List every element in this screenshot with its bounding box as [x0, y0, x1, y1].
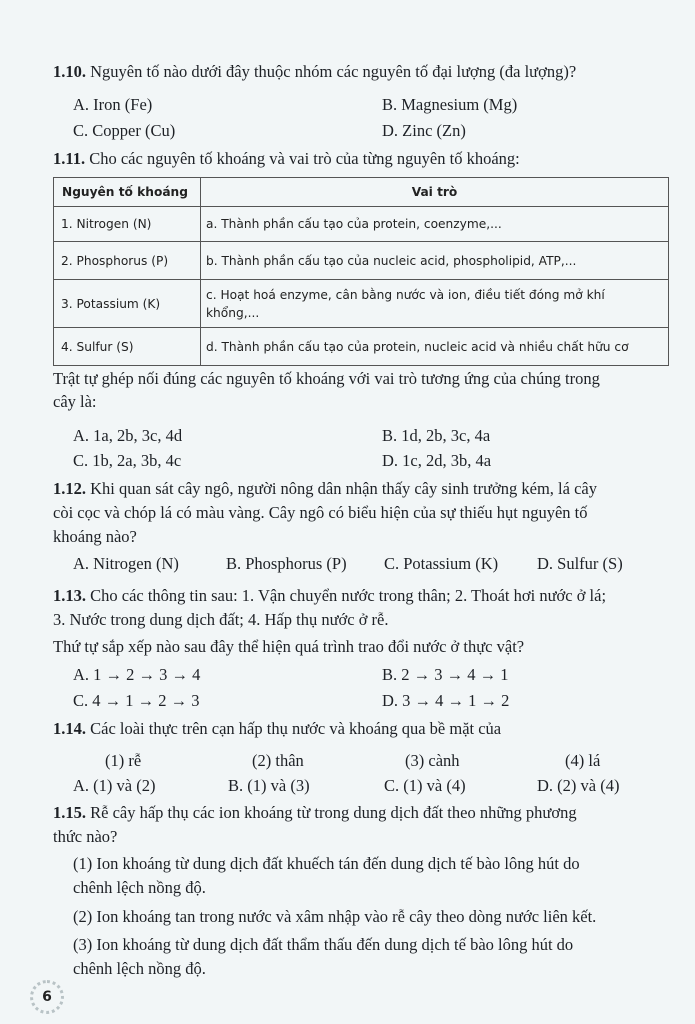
statement-3: (3) Ion khoáng từ dung dịch đất thẩm thấu đến dung dịch tế bào lông hút do: [73, 935, 574, 954]
question-text: Các loài thực trên cạn hấp thụ nước và khoáng qua bề mặt của: [86, 719, 502, 738]
table-header: Vai trò: [201, 178, 669, 207]
question-text: Khi quan sát cây ngô, người nông dân nhận thấy cây sinh trưởng kém, lá cây: [86, 479, 597, 498]
option-a: A. Iron (Fe): [73, 95, 153, 114]
question-text: khoáng nào?: [53, 527, 137, 546]
question-text: còi cọc và chóp lá có màu vàng. Cây ngô có biểu hiện của sự thiếu hụt nguyên tố: [53, 503, 588, 522]
option-d: D. 3 → 4 → 1 → 2: [382, 691, 510, 710]
question-1-15: [53, 802, 577, 824]
question-1-12: [53, 478, 597, 500]
statement-3-cont: chênh lệch nồng độ.: [73, 959, 206, 978]
statement-1-cont: chênh lệch nồng độ.: [73, 878, 206, 897]
question-1-14: [53, 718, 501, 740]
question-text: Rễ cây hấp thụ các ion khoáng từ trong dung dịch đất theo những phương: [86, 803, 577, 822]
option-d: D. Zinc (Zn): [382, 121, 466, 140]
mineral-roles-table: [53, 177, 669, 366]
question-text: Cho các nguyên tố khoáng và vai trò của từng nguyên tố khoáng:: [85, 149, 520, 168]
page-number-badge: [30, 980, 64, 1014]
table-header: Nguyên tố khoáng: [54, 178, 201, 207]
question-number: 1.12.: [53, 479, 86, 498]
option-d: D. (2) và (4): [537, 776, 620, 795]
option-c: C. Potassium (K): [384, 554, 499, 573]
option-a: A. 1 → 2 → 3 → 4: [73, 665, 201, 684]
table-cell: 1. Nitrogen (N): [54, 207, 201, 242]
question-number: 1.15.: [53, 803, 86, 822]
option-a: A. Nitrogen (N): [73, 554, 179, 573]
item-3: (3) cành: [405, 751, 460, 770]
question-1-10: [53, 61, 576, 83]
option-a: A. (1) và (2): [73, 776, 156, 795]
statement-2: (2) Ion khoáng tan trong nước và xâm nhập vào rễ cây theo dòng nước liên kết.: [73, 907, 597, 926]
page-number: 6: [42, 989, 52, 1005]
item-2: (2) thân: [252, 751, 304, 770]
table-header-row: [54, 178, 669, 207]
option-d: D. 1c, 2d, 3b, 4a: [382, 451, 492, 470]
option-d: D. Sulfur (S): [537, 554, 623, 573]
option-b: B. (1) và (3): [228, 776, 310, 795]
table-cell: 4. Sulfur (S): [54, 328, 201, 366]
item-1: (1) rễ: [105, 751, 142, 770]
table-cell: 2. Phosphorus (P): [54, 242, 201, 280]
option-a: A. 1a, 2b, 3c, 4d: [73, 426, 183, 445]
option-c: C. 4 → 1 → 2 → 3: [73, 691, 200, 710]
option-b: B. 2 → 3 → 4 → 1: [382, 665, 509, 684]
question-text: thức nào?: [53, 827, 118, 846]
question-text: Nguyên tố nào dưới đây thuộc nhóm các nguyên tố đại lượng (đa lượng)?: [86, 62, 577, 81]
table-row: [54, 242, 669, 280]
table-row: [54, 328, 669, 366]
table-row: [54, 207, 669, 242]
question-text: Cho các thông tin sau: 1. Vận chuyển nước trong thân; 2. Thoát hơi nước ở lá;: [86, 586, 607, 605]
question-prompt: Trật tự ghép nối đúng các nguyên tố khoáng với vai trò tương ứng của chúng trong: [53, 369, 600, 388]
table-cell: a. Thành phần cấu tạo của protein, coenzyme,...: [201, 207, 669, 242]
table-row: [54, 280, 669, 328]
table-cell: d. Thành phần cấu tạo của protein, nucleic acid và nhiều chất hữu cơ: [201, 328, 669, 366]
statement-1: (1) Ion khoáng từ dung dịch đất khuếch tán đến dung dịch tế bào lông hút do: [73, 854, 580, 873]
question-number: 1.10.: [53, 62, 86, 81]
option-c: C. Copper (Cu): [73, 121, 176, 140]
option-c: C. (1) và (4): [384, 776, 466, 795]
question-1-11: [53, 148, 520, 170]
option-b: B. 1d, 2b, 3c, 4a: [382, 426, 491, 445]
option-b: B. Magnesium (Mg): [382, 95, 518, 114]
option-c: C. 1b, 2a, 3b, 4c: [73, 451, 182, 470]
question-1-13: [53, 585, 606, 607]
question-text: 3. Nước trong dung dịch đất; 4. Hấp thụ nước ở rễ.: [53, 610, 389, 629]
item-4: (4) lá: [565, 751, 601, 770]
table-cell: c. Hoạt hoá enzyme, cân bằng nước và ion, điều tiết đóng mở khí khổng,...: [201, 280, 669, 328]
question-number: 1.14.: [53, 719, 86, 738]
table-cell: 3. Potassium (K): [54, 280, 201, 328]
question-prompt: Thứ tự sắp xếp nào sau đây thể hiện quá trình trao đổi nước ở thực vật?: [53, 637, 525, 656]
table-cell: b. Thành phần cấu tạo của nucleic acid, phospholipid, ATP,...: [201, 242, 669, 280]
question-prompt: cây là:: [53, 392, 97, 411]
question-number: 1.11.: [53, 149, 86, 168]
option-b: B. Phosphorus (P): [226, 554, 347, 573]
question-number: 1.13.: [53, 586, 86, 605]
